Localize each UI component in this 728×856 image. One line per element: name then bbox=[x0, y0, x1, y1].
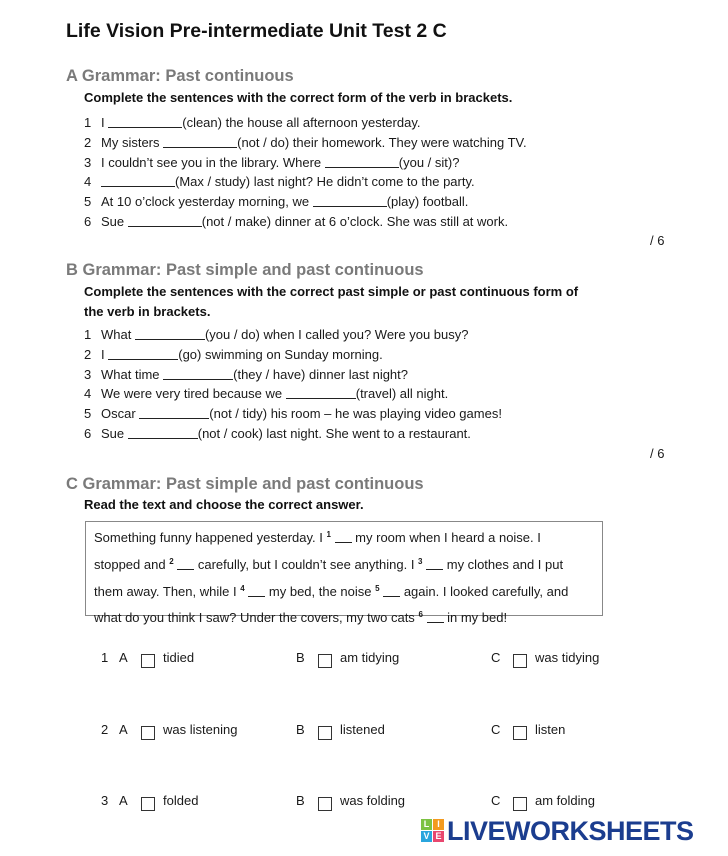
question-a-6: 6 Sue (not / make) dinner at 6 o’clock. She was still at work. bbox=[84, 213, 509, 229]
logo-badge-icon: L I V E bbox=[421, 819, 445, 843]
text-gap bbox=[248, 584, 265, 597]
page-title: Life Vision Pre-intermediate Unit Test 2 C bbox=[66, 20, 447, 42]
question-b-1: 1 What (you / do) when I called you? Were you busy? bbox=[84, 327, 469, 342]
question-b-4: 4 We were very tired because we (travel) all night. bbox=[84, 386, 449, 402]
question-a-4: 4 (Max / study) last night? He didn’t come to the party. bbox=[84, 174, 475, 190]
section-b-score: / 6 bbox=[650, 446, 665, 461]
section-b-questions bbox=[84, 325, 502, 444]
section-b-instruction: Complete the sentences with the correct past simple or past continuous form of the verb in brackets. bbox=[84, 284, 579, 319]
section-c-instruction: Read the text and choose the correct answer. bbox=[84, 497, 364, 512]
answer-blank[interactable] bbox=[313, 193, 387, 207]
logo-text: LIVEWORKSHEETS bbox=[447, 816, 694, 846]
section-a-instruction: Complete the sentences with the correct form of the verb in brackets. bbox=[84, 90, 513, 105]
mc-question-3: 3 A folded B was folding C am folding bbox=[0, 792, 728, 816]
answer-blank[interactable] bbox=[101, 173, 175, 187]
checkbox[interactable] bbox=[141, 654, 155, 668]
question-a-1: 1 I (clean) the house all afternoon yesterday. bbox=[84, 115, 421, 130]
reading-line-3: them away. Then, while I $^4$ my bed, the noise $^5$ again. I looked carefully, and bbox=[94, 583, 569, 599]
mc-question-2: 2 A was listening B listened C listen bbox=[0, 721, 728, 745]
answer-blank[interactable] bbox=[163, 366, 233, 380]
checkbox[interactable] bbox=[513, 654, 527, 668]
reading-text-box bbox=[85, 521, 603, 626]
answer-blank[interactable] bbox=[108, 346, 178, 360]
answer-blank[interactable] bbox=[128, 213, 202, 227]
question-a-3: 3 I couldn’t see you in the library. Where (you / sit)? bbox=[84, 154, 460, 170]
question-a-2: 2 My sisters (not / do) their homework. They were watching TV. bbox=[84, 134, 527, 150]
answer-blank[interactable] bbox=[163, 134, 237, 148]
checkbox[interactable] bbox=[318, 797, 332, 811]
text-gap bbox=[427, 610, 444, 623]
text-gap bbox=[426, 557, 443, 570]
checkbox[interactable] bbox=[318, 726, 332, 740]
checkbox[interactable] bbox=[513, 797, 527, 811]
checkbox[interactable] bbox=[318, 654, 332, 668]
answer-blank[interactable] bbox=[135, 326, 205, 340]
answer-blank[interactable] bbox=[128, 425, 198, 439]
answer-blank[interactable] bbox=[108, 114, 182, 128]
text-gap bbox=[177, 557, 194, 570]
question-b-5: 5 Oscar (not / tidy) his room – he was playing video games! bbox=[84, 406, 502, 422]
reading-line-2: stopped and $^2$ carefully, but I couldn’t see anything. I $^3$ my clothes and I put bbox=[94, 556, 564, 572]
answer-blank[interactable] bbox=[286, 385, 356, 399]
checkbox[interactable] bbox=[513, 726, 527, 740]
section-b-heading: B Grammar: Past simple and past continuous bbox=[66, 261, 424, 279]
question-b-3: 3 What time (they / have) dinner last night? bbox=[84, 366, 409, 382]
question-b-2: 2 I (go) swimming on Sunday morning. bbox=[84, 346, 383, 362]
text-gap bbox=[383, 584, 400, 597]
question-a-5: 5 At 10 o’clock yesterday morning, we (play) football. bbox=[84, 194, 469, 210]
checkbox[interactable] bbox=[141, 726, 155, 740]
section-a-heading: A Grammar: Past continuous bbox=[66, 67, 294, 85]
section-a-score: / 6 bbox=[650, 233, 665, 248]
section-c-heading: C Grammar: Past simple and past continuous bbox=[66, 475, 424, 493]
answer-blank[interactable] bbox=[325, 154, 399, 168]
section-a-questions bbox=[84, 113, 527, 232]
text-gap bbox=[335, 530, 352, 543]
question-b-6: 6 Sue (not / cook) last night. She went to a restaurant. bbox=[84, 425, 471, 441]
reading-line-1: Something funny happened yesterday. I $^1$ my room when I heard a noise. I bbox=[94, 530, 541, 545]
mc-question-1: 1 A tidied B am tidying C was tidying bbox=[0, 649, 728, 673]
checkbox[interactable] bbox=[141, 797, 155, 811]
reading-line-4: what do you think I saw? Under the covers, my two cats $^6$ in my bed! bbox=[94, 610, 508, 626]
answer-blank[interactable] bbox=[139, 405, 209, 419]
